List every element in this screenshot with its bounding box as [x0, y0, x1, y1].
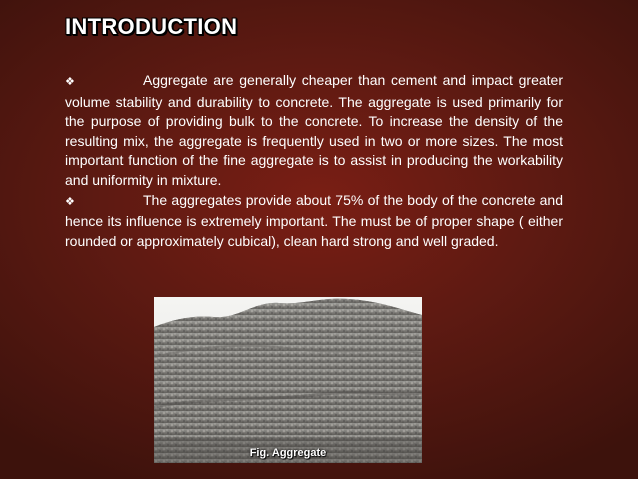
diamond-bullet-icon: ❖ [65, 195, 75, 208]
aggregate-pile-image [154, 297, 422, 463]
aggregate-photo [154, 297, 422, 463]
bullet-paragraph-2 [65, 191, 563, 252]
slide-title: INTRODUCTION [65, 14, 238, 39]
diamond-bullet-icon: ❖ [65, 76, 75, 88]
figure-caption: Fig. Aggregate [249, 447, 327, 459]
slide-body [65, 71, 563, 251]
paragraph-text-1: Aggregate are generally cheaper than cement and impact greater volume stability and durability to concrete. The aggregate is used primarily for the purpose of providing bulk to the concrete. To increase the density of the resulting mix, the aggregate is frequently used in two or more sizes. The most important function of the fine aggregate is to assist in producing the workability and uniformity in mixture. [65, 72, 563, 188]
paragraph-text-2: The aggregates provide about 75% of the body of the concrete and hence its influence is extremely important. The must be of proper shape ( either rounded or approximately cubical), clean hard strong and well graded. [65, 191, 563, 249]
bullet-paragraph-1 [65, 71, 563, 191]
